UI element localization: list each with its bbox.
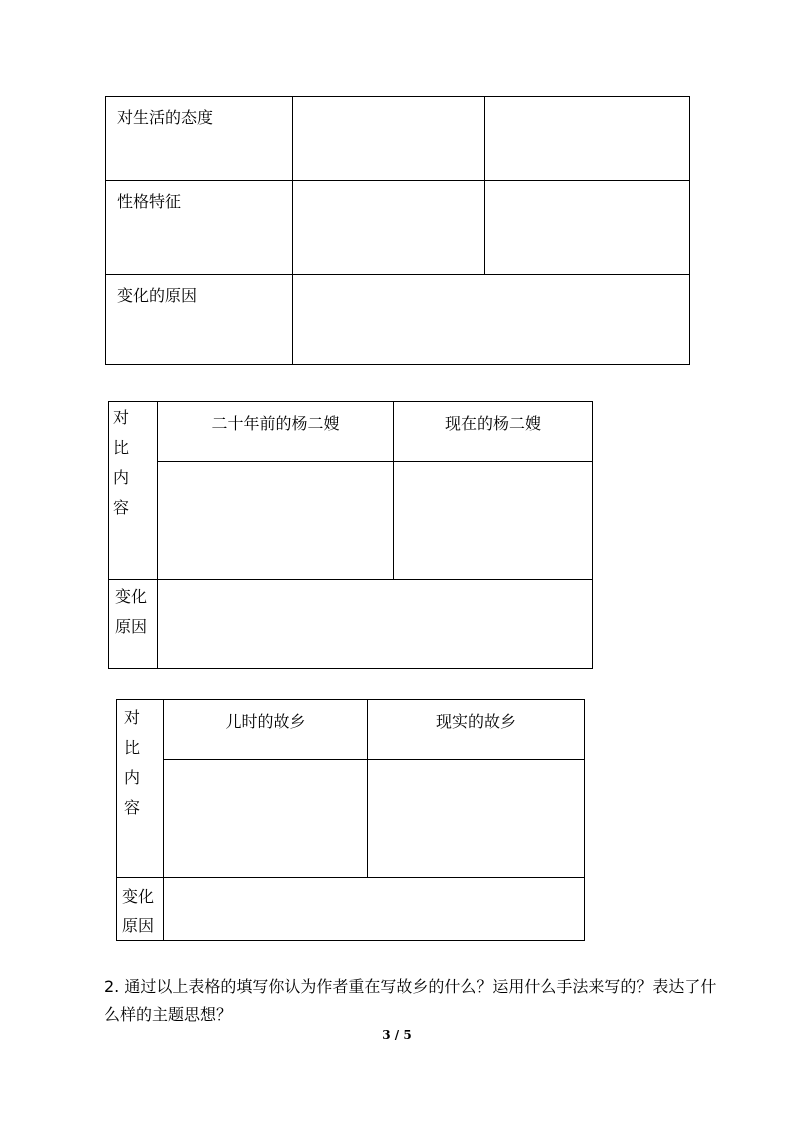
character-change-table (105, 96, 690, 365)
row-label-personality: 性格特征 (106, 181, 293, 275)
answer-cell[interactable] (293, 275, 690, 365)
answer-cell[interactable] (158, 580, 593, 669)
page-number: 3 / 5 (382, 1028, 412, 1042)
comparison-content-label: 对 比 内 容 (109, 402, 158, 580)
answer-cell[interactable] (394, 462, 593, 580)
question-text: 通过以上表格的填写你认为作者重在写故乡的什么？运用什么手法来写的？表达了什么样的主题思想？ (104, 977, 717, 1024)
header-past-yang-ersao: 二十年前的杨二嫂 (158, 402, 394, 462)
answer-cell[interactable] (293, 181, 485, 275)
answer-cell[interactable] (164, 760, 368, 878)
question-2 (104, 973, 724, 1029)
answer-cell[interactable] (293, 97, 485, 181)
answer-cell[interactable] (158, 462, 394, 580)
answer-cell[interactable] (485, 181, 690, 275)
answer-cell[interactable] (368, 760, 585, 878)
change-reason-label: 变化 原因 (109, 580, 158, 669)
answer-cell[interactable] (164, 878, 585, 941)
hometown-comparison-table (116, 699, 585, 941)
question-number: 2. (104, 977, 120, 996)
yang-ersao-comparison-table (108, 401, 593, 669)
row-label-reason: 变化的原因 (106, 275, 293, 365)
header-present-yang-ersao: 现在的杨二嫂 (394, 402, 593, 462)
row-label-attitude: 对生活的态度 (106, 97, 293, 181)
answer-cell[interactable] (485, 97, 690, 181)
header-real-hometown: 现实的故乡 (368, 700, 585, 760)
change-reason-label: 变化 原因 (117, 878, 164, 941)
header-childhood-hometown: 儿时的故乡 (164, 700, 368, 760)
comparison-content-label: 对 比 内 容 (117, 700, 164, 878)
